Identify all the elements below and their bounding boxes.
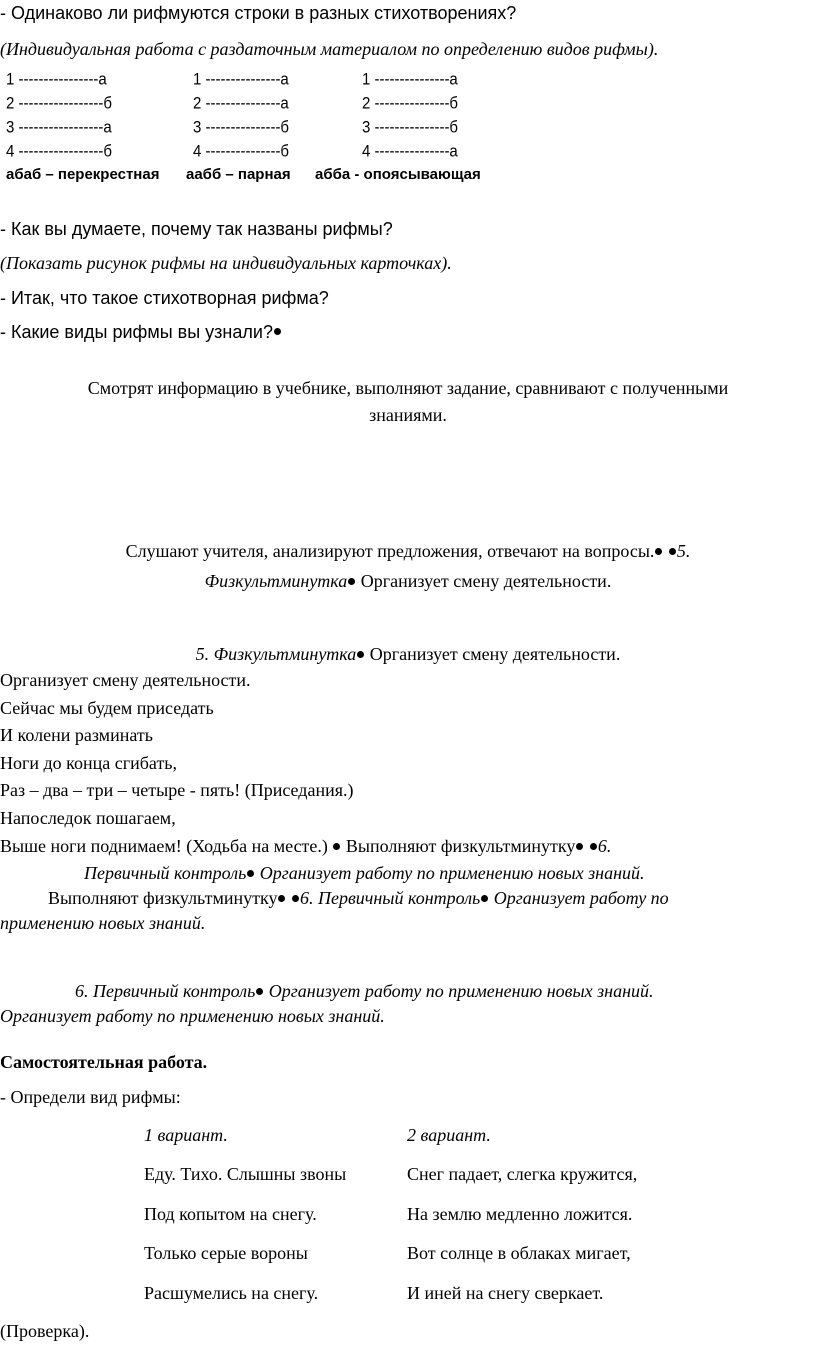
- variant1-title: 1 вариант.: [144, 1125, 228, 1145]
- bullet-icon: [333, 843, 340, 850]
- question-2: - Как вы думаете, почему так названы рифмы?: [0, 219, 393, 239]
- fizk-label: Физкультминутка: [204, 571, 348, 591]
- rhyme-col2-line1: 1 ---------------а: [193, 70, 289, 90]
- rhyme-col1-line2: 2 -----------------б: [6, 94, 113, 114]
- question-4: [0, 321, 282, 343]
- rhyme-col1-line1: 1 ----------------а: [6, 70, 107, 90]
- control-label-3: 6. Первичный контроль: [75, 981, 256, 1001]
- poem-line-2: И колени разминать: [0, 725, 153, 745]
- fizk-line: [0, 570, 816, 592]
- bullet-icon: [348, 578, 355, 585]
- check-note: (Проверка).: [0, 1321, 90, 1341]
- bullet-icon: [292, 895, 299, 902]
- poem-last-text: Выше ноги поднимаем! (Ходьба на месте.): [0, 836, 333, 856]
- question-1: - Одинаково ли рифмуются строки в разных стихотворениях?: [0, 3, 517, 23]
- rhyme-col3-line2: 2 ---------------б: [362, 94, 459, 114]
- bullet-icon: [576, 843, 583, 850]
- section6a-line2: [48, 887, 669, 909]
- bullet-icon: [655, 548, 662, 555]
- org-text: Организует смену деятельности.: [356, 571, 612, 591]
- do-fizk-text-2: Выполняют физкультминутку: [48, 888, 278, 908]
- rhyme-col2-line4: 4 ---------------б: [193, 142, 290, 162]
- bullet-icon: [256, 988, 263, 995]
- rhyme-col3-label: абба - опоясывающая: [315, 166, 481, 183]
- poem-line-3: Ноги до конца сгибать,: [0, 753, 178, 773]
- poem-line-5: Напоследок пошагаем,: [0, 808, 176, 828]
- student-activity-line1: Смотрят информацию в учебнике, выполняют задание, сравнивают с полученными: [87, 378, 729, 398]
- bullet-icon: [590, 843, 597, 850]
- note-2: (Показать рисунок рифмы на индивидуальных карточках).: [0, 253, 452, 273]
- bullet-icon: [481, 895, 488, 902]
- variant1-line1: Еду. Тихо. Слышны звоны: [144, 1164, 347, 1184]
- bullet-icon: [247, 870, 254, 877]
- variant2-title: 2 вариант.: [407, 1125, 491, 1145]
- variant1-line3: Только серые вороны: [144, 1243, 308, 1263]
- section5-heading: [0, 643, 816, 665]
- poem-line-4: Раз – два – три – четыре - пять! (Приседания.): [0, 780, 354, 800]
- control-label: Первичный контроль: [84, 863, 247, 883]
- section6-number: 6.: [597, 836, 612, 856]
- section6a-line3: применению новых знаний.: [0, 913, 206, 933]
- do-fizk-text: Выполняют физкультминутку: [341, 836, 576, 856]
- student-activity-line2: знаниями.: [369, 405, 447, 425]
- rhyme-col3-line4: 4 ---------------а: [362, 142, 458, 162]
- rhyme-col3-line3: 3 ---------------б: [362, 118, 459, 138]
- rhyme-col2-line3: 3 ---------------б: [193, 118, 290, 138]
- section6b-line2: Организует работу по применению новых знаний.: [0, 1006, 385, 1026]
- rhyme-col3-line1: 1 ---------------а: [362, 70, 458, 90]
- bullet-icon: [274, 328, 281, 335]
- variant2-line3: Вот солнце в облаках мигает,: [407, 1243, 631, 1263]
- section6a-line1: [84, 862, 645, 884]
- note-1: (Индивидуальная работа с раздаточным материалом по определению видов рифмы).: [0, 39, 659, 59]
- question-4-text: - Какие виды рифмы вы узнали?: [0, 322, 273, 342]
- variant2-line2: На землю медленно ложится.: [407, 1204, 633, 1224]
- rhyme-col2-label: аабб – парная: [186, 166, 291, 183]
- control-org-2: Организует работу по: [489, 888, 669, 908]
- variant2-line4: И иней на снегу сверкает.: [407, 1283, 604, 1303]
- bullet-icon: [357, 651, 364, 658]
- control-org-3: Организует работу по применению новых знаний.: [264, 981, 654, 1001]
- rhyme-col1-line4: 4 -----------------б: [6, 142, 113, 162]
- section-number: 5.: [676, 541, 691, 561]
- rhyme-col2-line2: 2 ---------------а: [193, 94, 289, 114]
- listen-line: [0, 540, 816, 562]
- variant2-line1: Снег падает, слегка кружится,: [407, 1164, 638, 1184]
- bullet-icon: [278, 895, 285, 902]
- section6b-line1: [75, 980, 654, 1002]
- rhyme-col1-label: абаб – перекрестная: [6, 166, 160, 183]
- independent-task: - Определи вид рифмы:: [0, 1087, 181, 1107]
- control-label-2: 6. Первичный контроль: [299, 888, 481, 908]
- rhyme-col1-line3: 3 -----------------а: [6, 118, 112, 138]
- variant1-line2: Под копытом на снегу.: [144, 1204, 317, 1224]
- independent-title: Самостоятельная работа.: [0, 1052, 208, 1072]
- section5-org: Организует смену деятельности.: [365, 644, 621, 664]
- section5-org2: Организует смену деятельности.: [0, 670, 251, 690]
- poem-line-1: Сейчас мы будем приседать: [0, 698, 214, 718]
- control-org: Организует работу по применению новых знаний.: [255, 863, 645, 883]
- section5-title: 5. Физкультминутка: [195, 644, 357, 664]
- bullet-icon: [669, 548, 676, 555]
- poem-line-6: [0, 835, 611, 857]
- listen-text: Слушают учителя, анализируют предложения, отвечают на вопросы.: [125, 541, 655, 561]
- question-3: - Итак, что такое стихотворная рифма?: [0, 288, 329, 308]
- variant1-line4: Расшумелись на снегу.: [144, 1283, 319, 1303]
